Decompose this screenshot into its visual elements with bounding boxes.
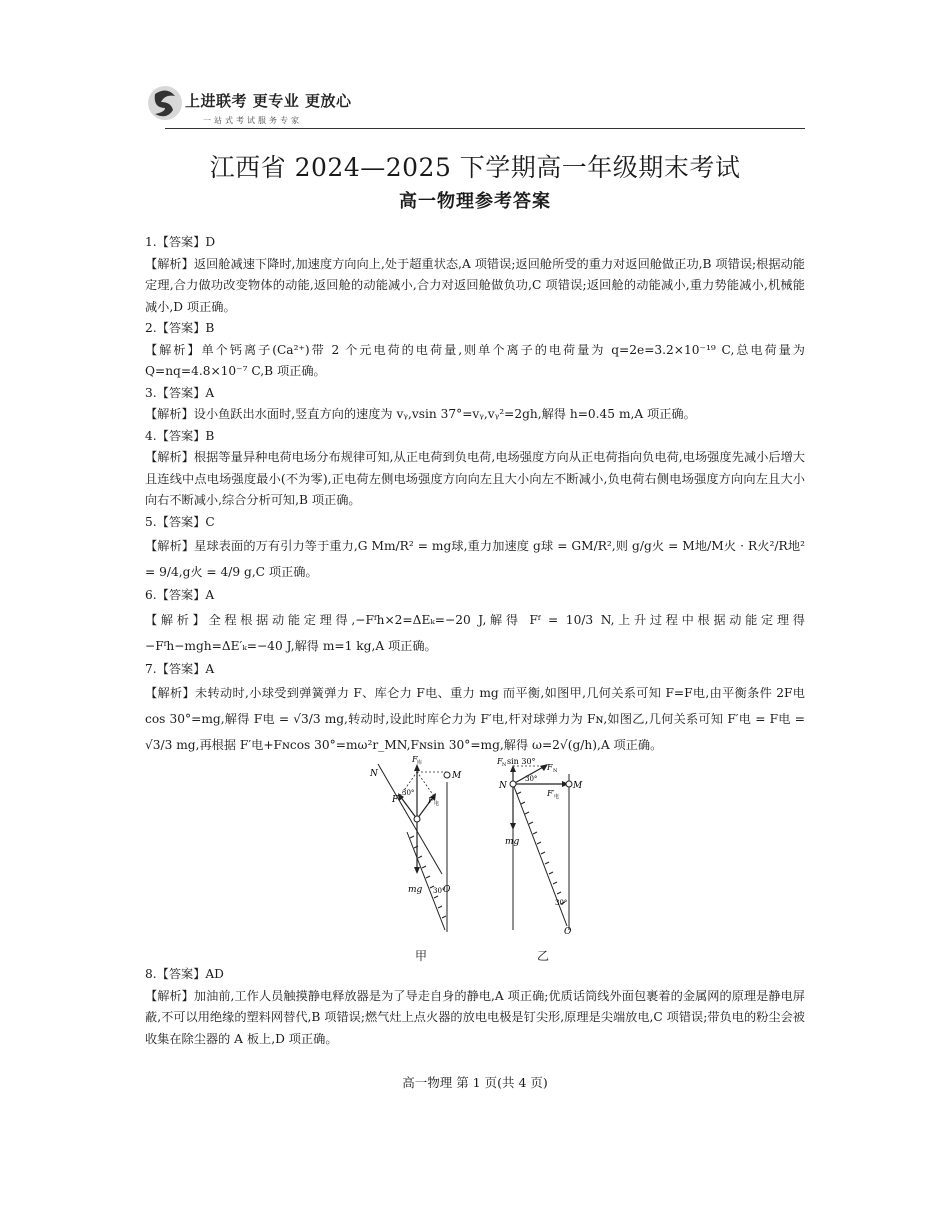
- svg-text:F: F: [547, 763, 553, 772]
- answer-6: 6.【答案】A: [145, 588, 215, 602]
- svg-text:N: N: [370, 769, 378, 779]
- figures: [145, 755, 805, 964]
- figure-jia: [370, 755, 475, 942]
- logo-tagline: 一站式考试服务专家: [203, 116, 302, 125]
- analysis-3: 【解析】设小鱼跃出水面时,竖直方向的速度为 vᵧ,vsin 37°=vᵧ,vᵧ²=2gh,解得 h=0.45 m,A 项正确。: [145, 407, 696, 421]
- analysis-6: 【解析】全程根据动能定理得,−Fᶠh×2=ΔEₖ=−20 J,解得 Fᶠ = 10/3 N,上升过程中根据动能定理得−Fᶠh−mgh=ΔE′ₖ=−40 J,解得 m=1 kg,A 项正确。: [145, 612, 805, 653]
- analysis-8: 【解析】加油前,工作人员触摸静电释放器是为了导走自身的静电,A 项正确;优质话筒线外面包裹着的金属网的原理是静电屏蔽,不可以用绝缘的塑料网替代,B 项错误;燃气灶上点火器的放电电极是钉尖形,原理是尖端放电,C 项错误;带负电的粉尘会被收集在除尘器的 A 板上,D 项正确。: [145, 988, 805, 1046]
- analysis-7: 【解析】未转动时,小球受到弹簧弹力 F、库仑力 F电、重力 mg 而平衡,如图甲,几何关系可知 F=F电,由平衡条件 2F电 cos 30°=mg,解得 F电 = √3/3 mg,转动时,设此时库仑力为 F′电,杆对球弹力为 Fɴ,如图乙,几何关系可知 F′电 = F电 = √3/3 mg,再根据 F′电+Fɴcos 30°=mω²r_MN,Fɴsin 30°=mg,解得 ω=2√(g/h),A 项正确。: [145, 686, 805, 752]
- answer-7: 7.【答案】A: [145, 661, 215, 676]
- figure-yi-caption: 乙: [537, 949, 550, 963]
- answer-1: 1.【答案】D: [145, 235, 216, 249]
- figure-jia-caption: 甲: [415, 949, 428, 963]
- svg-text:N: N: [502, 762, 507, 768]
- answer-5: 5.【答案】C: [145, 514, 215, 529]
- answer-8: 8.【答案】AD: [145, 967, 224, 981]
- svg-text:F: F: [412, 755, 418, 764]
- header-divider: [165, 128, 805, 129]
- analysis-5: 【解析】星球表面的万有引力等于重力,G Mm/R² = mg球,重力加速度 g球 = GM/R²,则 g/g火 = M地/M火 · R火²/R地² = 9/4,g火 = 4/9 g,C 项正确。: [145, 539, 805, 579]
- svg-text:M: M: [573, 781, 583, 791]
- logo-slogan: 上进联考 更专业 更放心: [185, 92, 352, 110]
- svg-text:F′: F′: [547, 789, 555, 798]
- svg-text:mg: mg: [505, 837, 520, 847]
- logo-icon: [145, 82, 187, 124]
- page-subtitle: 高一物理参考答案: [399, 191, 551, 212]
- svg-text:电: 电: [554, 794, 560, 800]
- answer-2: 2.【答案】B: [145, 321, 215, 335]
- page-title: 江西省 2024—2025 下学期高一年级期末考试: [209, 153, 741, 182]
- svg-text:O: O: [443, 885, 451, 895]
- svg-text:M: M: [452, 771, 462, 781]
- svg-text:sin 30°: sin 30°: [507, 757, 536, 766]
- analysis-2: 【解析】单个钙离子(Ca²⁺)带 2 个元电荷的电荷量,则单个离子的电荷量为 q=2e=3.2×10⁻¹⁹ C,总电荷量为 Q=nq=4.8×10⁻⁷ C,B 项正确。: [145, 342, 805, 378]
- analysis-4: 【解析】根据等量异种电荷电场分布规律可知,从正电荷到负电荷,电场强度方向从正电荷指向负电荷,电场强度先减小后增大且连线中点电场强度最小(不为零),正电荷左侧电场强度方向向左且大小向左不断减小,负电荷右侧电场强度方向向左且大小向右不断减小,综合分析可知,B 项正确。: [145, 450, 805, 507]
- svg-text:30°: 30°: [402, 789, 415, 797]
- answer-content: [145, 232, 805, 1050]
- svg-text:库: 库: [417, 760, 423, 766]
- page-footer: 高一物理 第 1 页(共 4 页): [402, 1075, 548, 1090]
- answer-3: 3.【答案】A: [145, 385, 215, 400]
- svg-text:30°: 30°: [555, 899, 568, 907]
- svg-text:O: O: [564, 927, 572, 937]
- header: [145, 82, 805, 132]
- svg-text:电: 电: [434, 801, 440, 807]
- answer-4: 4.【答案】B: [145, 428, 215, 443]
- svg-text:N: N: [553, 768, 558, 774]
- svg-text:F: F: [497, 757, 503, 766]
- svg-text:N: N: [499, 781, 507, 791]
- svg-text:F: F: [428, 796, 434, 805]
- figure-yi: [497, 758, 612, 942]
- svg-text:F: F: [392, 795, 399, 805]
- analysis-1: 【解析】返回舱减速下降时,加速度方向向上,处于超重状态,A 项错误;返回舱所受的重力对返回舱做正功,B 项错误;根据动能定理,合力做功改变物体的动能,返回舱的动能减小,合力对返回舱做负功,C 项错误;返回舱的动能减小,重力势能减小,机械能减小,D 项正确。: [145, 256, 805, 314]
- svg-text:30°: 30°: [525, 775, 538, 783]
- svg-text:30°: 30°: [433, 887, 446, 895]
- svg-text:mg: mg: [408, 885, 423, 895]
